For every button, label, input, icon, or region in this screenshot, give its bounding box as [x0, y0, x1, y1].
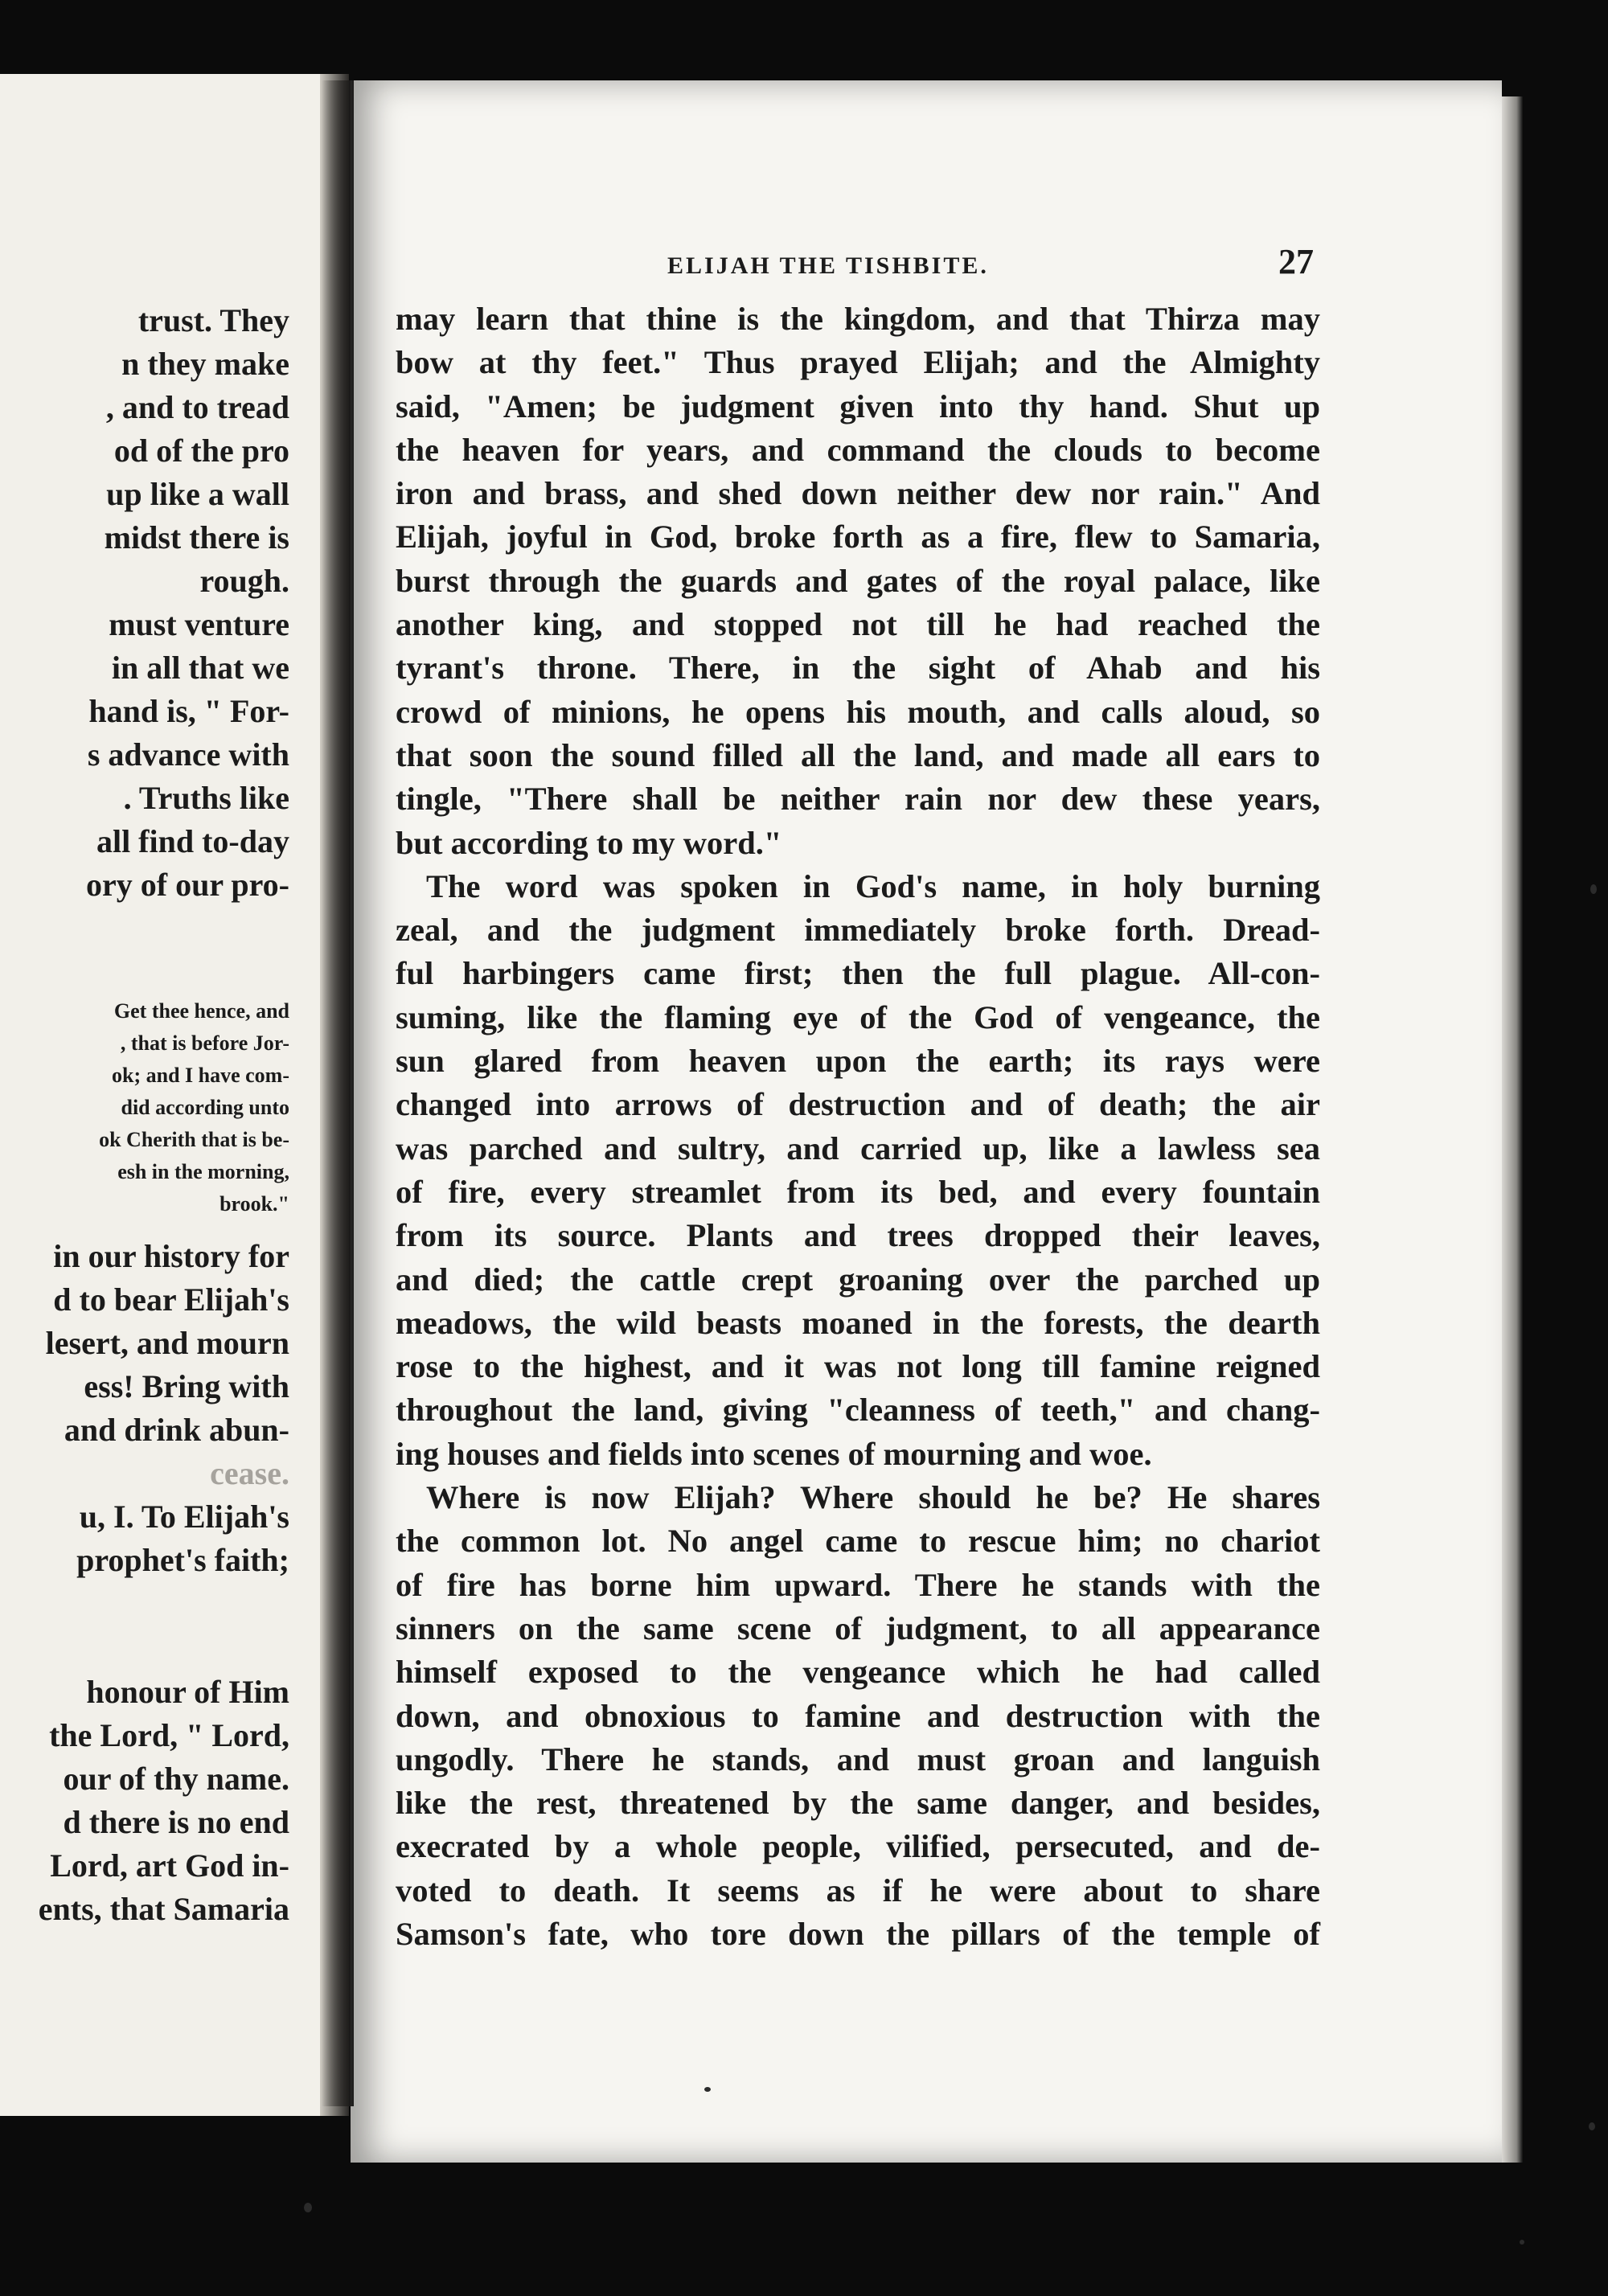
- text-line: was parched and sultry, and carried up, like a lawless sea: [396, 1130, 1320, 1166]
- text-line: in all that we: [111, 650, 289, 686]
- text-line: Lord, art God in-: [50, 1847, 289, 1884]
- text-line: ungodly. There he stands, and must groan and languish: [396, 1740, 1320, 1777]
- text-line: hand is, " For-: [88, 693, 289, 729]
- text-line: , and to tread: [105, 389, 289, 425]
- running-head: ELIJAH THE TISHBITE.: [667, 252, 989, 279]
- text-line: s advance with: [87, 736, 289, 773]
- left-page: [0, 74, 320, 2116]
- text-line: sinners on the same scene of judgment, to all appearance: [396, 1609, 1320, 1646]
- text-line: another king, and stopped not till he had reached the: [396, 606, 1320, 643]
- paragraph-gap: [0, 1220, 289, 1235]
- text-line: honour of Him: [86, 1674, 289, 1710]
- text-line: changed into arrows of destruction and of death; the air: [396, 1086, 1320, 1123]
- text-line: all find to-day: [96, 823, 289, 859]
- text-line: like the rest, threatened by the same danger, and besides,: [396, 1785, 1320, 1822]
- left-page-text: [0, 299, 289, 1931]
- text-line: od of the pro: [113, 433, 289, 469]
- text-line: the common lot. No angel came to rescue him; no chariot: [396, 1523, 1320, 1560]
- text-line: of fire has borne him upward. There he stands with the: [396, 1566, 1320, 1603]
- text-line: Samson's fate, who tore down the pillars of the temple of: [396, 1915, 1320, 1952]
- text-line: burst through the guards and gates of the royal palace, like: [396, 562, 1320, 599]
- text-line: but according to my word.": [396, 824, 782, 861]
- footnote-line: , that is before Jor-: [120, 1031, 289, 1055]
- text-line: must venture: [109, 606, 289, 642]
- spine-shadow: [322, 80, 354, 2106]
- dust-speck: [1520, 2240, 1524, 2245]
- text-line: Elijah, joyful in God, broke forth as a fire, flew to Samaria,: [396, 519, 1320, 556]
- text-line: the Lord, " Lord,: [49, 1717, 289, 1753]
- text-line: Where is now Elijah? Where should he be? He shares: [426, 1479, 1320, 1516]
- text-line: may learn that thine is the kingdom, and that Thirza may: [396, 301, 1320, 337]
- text-line: prophet's faith;: [76, 1542, 289, 1578]
- text-line: voted to death. It seems as if he were about to share: [396, 1872, 1320, 1909]
- text-line: u, I. To Elijah's: [79, 1499, 289, 1535]
- text-line: that soon the sound filled all the land, and made all ears to: [396, 736, 1320, 773]
- text-line: ful harbingers came first; then the full plague. All-con-: [396, 955, 1320, 992]
- text-line: in our history for: [53, 1238, 289, 1274]
- text-line: cease.: [210, 1455, 289, 1491]
- text-line: n they make: [121, 346, 289, 382]
- text-line: execrated by a whole people, vilified, persecuted, and de-: [396, 1828, 1320, 1865]
- text-line: trust. They: [137, 302, 289, 338]
- text-line: ents, that Samaria: [38, 1891, 289, 1927]
- text-line: d to bear Elijah's: [53, 1281, 289, 1318]
- footnote-line: esh in the morning,: [117, 1160, 289, 1183]
- text-line: tingle, "There shall be neither rain nor dew these years,: [396, 781, 1320, 818]
- page-number: 27: [1278, 242, 1314, 281]
- text-line: zeal, and the judgment immediately broke forth. Dread-: [396, 912, 1320, 949]
- text-line: The word was spoken in God's name, in holy burning: [426, 867, 1320, 904]
- text-line: from its source. Plants and trees dropped their leaves,: [396, 1217, 1320, 1254]
- text-line: rough.: [199, 563, 289, 599]
- footnote-line: brook.": [219, 1192, 289, 1216]
- paragraph-gap: [0, 1582, 289, 1671]
- text-line: of fire, every streamlet from its bed, and every fountain: [396, 1173, 1320, 1210]
- text-line: d there is no end: [63, 1804, 289, 1840]
- text-line: crowd of minions, he opens his mouth, and calls aloud, so: [396, 693, 1320, 730]
- text-line: bow at thy feet." Thus prayed Elijah; and the Almighty: [396, 344, 1320, 381]
- text-line: . Truths like: [123, 780, 289, 816]
- text-line: the heaven for years, and command the clouds to become: [396, 431, 1320, 468]
- page-body-text: [396, 297, 1320, 1956]
- text-line: throughout the land, giving "cleanness of teeth," and chang-: [396, 1392, 1320, 1429]
- text-line: down, and obnoxious to famine and destruction with the: [396, 1697, 1320, 1734]
- text-line: and drink abun-: [64, 1412, 289, 1448]
- text-line: our of thy name.: [63, 1761, 289, 1797]
- text-line: said, "Amen; be judgment given into thy hand. Shut up: [396, 387, 1320, 424]
- footnote-line: ok; and I have com-: [111, 1064, 289, 1087]
- footnote-line: ok Cherith that is be-: [99, 1128, 289, 1151]
- text-line: ory of our pro-: [86, 867, 289, 903]
- dust-speck: [304, 2203, 312, 2212]
- dust-speck: [704, 2087, 711, 2092]
- text-line: lesert, and mourn: [45, 1325, 289, 1361]
- text-line: tyrant's throne. There, in the sight of Ahab and his: [396, 650, 1320, 687]
- text-line: ess! Bring with: [84, 1368, 289, 1404]
- footnote-line: did according unto: [121, 1096, 289, 1119]
- text-line: iron and brass, and shed down neither dew nor rain." And: [396, 475, 1320, 512]
- text-line: meadows, the wild beasts moaned in the forests, the dearth: [396, 1304, 1320, 1341]
- text-line: suming, like the flaming eye of the God of vengeance, the: [396, 998, 1320, 1035]
- text-line: sun glared from heaven upon the earth; its rays were: [396, 1043, 1320, 1080]
- footnote-line: Get thee hence, and: [113, 999, 289, 1023]
- dust-speck: [1590, 884, 1597, 894]
- text-line: himself exposed to the vengeance which he had called: [396, 1654, 1320, 1691]
- text-line: midst there is: [104, 519, 289, 556]
- text-line: ing houses and fields into scenes of mourning and woe.: [396, 1435, 1152, 1472]
- dust-speck: [1589, 2122, 1595, 2130]
- text-line: up like a wall: [106, 476, 289, 512]
- right-page-edge: [1502, 96, 1523, 2163]
- paragraph-gap: [0, 907, 289, 995]
- text-line: and died; the cattle crept groaning over the parched up: [396, 1261, 1320, 1298]
- text-line: rose to the highest, and it was not long till famine reigned: [396, 1348, 1320, 1385]
